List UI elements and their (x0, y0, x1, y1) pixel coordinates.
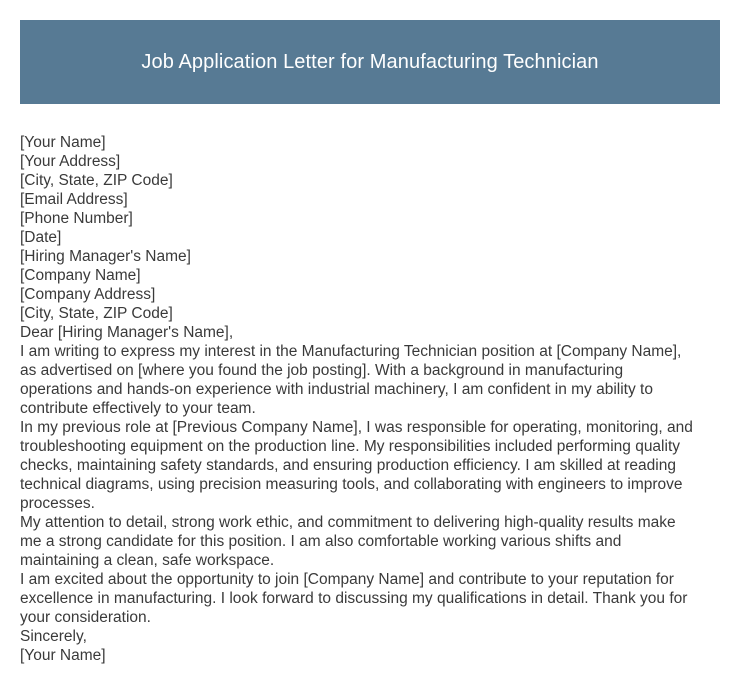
paragraph-line: I am excited about the opportunity to join [Company Name] and contribute to your reputation for (20, 571, 674, 588)
paragraph-line: checks, maintaining safety standards, and ensuring production efficiency. I am skilled at reading (20, 457, 676, 474)
paragraph-line: as advertised on [where you found the job posting]. With a background in manufacturing (20, 362, 624, 379)
sender-email: [Email Address] (20, 191, 128, 208)
salutation: Dear [Hiring Manager's Name], (20, 324, 234, 341)
sender-block (20, 133, 725, 247)
paragraph-line: My attention to detail, strong work ethic, and commitment to delivering high-quality results make (20, 514, 676, 531)
paragraph-line: me a strong candidate for this position. I am also comfortable working various shifts and (20, 533, 622, 550)
body-paragraph-closing (20, 570, 725, 627)
recipient-hiring-manager: [Hiring Manager's Name] (20, 248, 191, 265)
page-title: Job Application Letter for Manufacturing Technician (141, 50, 599, 73)
body-paragraph-experience (20, 418, 725, 513)
paragraph-line: troubleshooting equipment on the production line. My responsibilities included performing quality (20, 438, 680, 455)
paragraph-line: I am writing to express my interest in the Manufacturing Technician position at [Company Name], (20, 343, 682, 360)
paragraph-line: In my previous role at [Previous Company Name], I was responsible for operating, monitoring, and (20, 419, 693, 436)
closing: Sincerely, (20, 628, 87, 645)
paragraph-line: excellence in manufacturing. I look forward to discussing my qualifications in detail. Thank you for (20, 590, 688, 607)
sender-name: [Your Name] (20, 134, 106, 151)
letter-date: [Date] (20, 229, 62, 246)
paragraph-line: technical diagrams, using precision measuring tools, and collaborating with engineers to improve (20, 476, 683, 493)
sender-city-state-zip: [City, State, ZIP Code] (20, 172, 173, 189)
recipient-city-state-zip: [City, State, ZIP Code] (20, 305, 173, 322)
sender-address: [Your Address] (20, 153, 121, 170)
paragraph-line: processes. (20, 495, 95, 512)
letter-header-banner (20, 20, 720, 104)
body-paragraph-qualities (20, 513, 725, 570)
sender-phone: [Phone Number] (20, 210, 133, 227)
signature-name: [Your Name] (20, 647, 106, 664)
paragraph-line: your consideration. (20, 609, 151, 626)
letter-body (20, 133, 725, 665)
recipient-company-address: [Company Address] (20, 286, 156, 303)
recipient-company-name: [Company Name] (20, 267, 141, 284)
paragraph-line: operations and hands-on experience with industrial machinery, I am confident in my ability to (20, 381, 653, 398)
recipient-block (20, 247, 725, 323)
paragraph-line: contribute effectively to your team. (20, 400, 256, 417)
paragraph-line: maintaining a clean, safe workspace. (20, 552, 275, 569)
body-paragraph-intro (20, 342, 725, 418)
